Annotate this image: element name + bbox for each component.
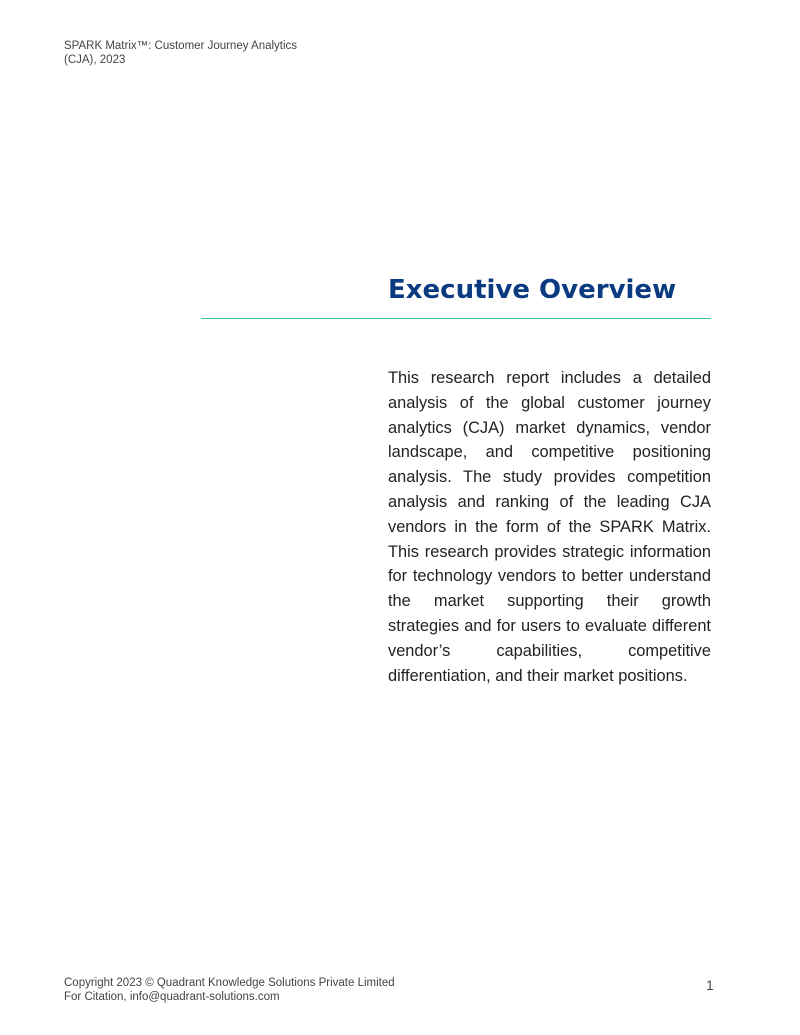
body-paragraph: This research report includes a detailed analysis of the global customer journey analytics (CJA) market dynamics, vendor landscape, and competitive positioning analysis. The study provides competition analysis and ranking of the leading CJA vendors in the form of the SPARK Matrix. This research provides strategic information for technology vendors to better understand the market supporting their growth strategies and for users to evaluate different vendor’s capabilities, competitive differentiation, and their market positions.: [388, 369, 711, 685]
running-header: SPARK Matrix™: Customer Journey Analytics (CJA), 2023: [64, 40, 298, 66]
footer-citation: For Citation, info@quadrant-solutions.com: [64, 991, 280, 1003]
page-number: 1: [706, 977, 714, 993]
title-divider: [201, 318, 711, 319]
footer-copyright: Copyright 2023 © Quadrant Knowledge Solutions Private Limited: [64, 977, 395, 989]
section-title: Executive Overview: [388, 275, 677, 305]
